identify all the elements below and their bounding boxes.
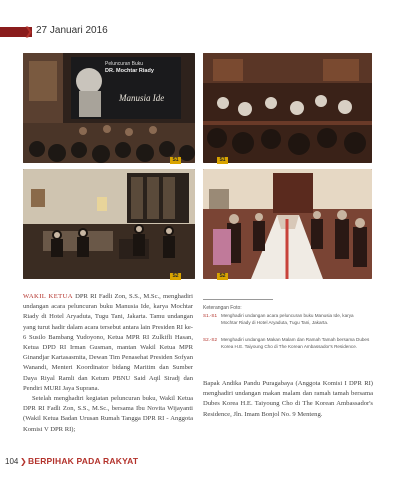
article-paragraph-1: DPR RI Fadli Zon, S.S., M.Sc., menghadiri undangan acara peluncuran buku Manusia Ide, karya Mochtar Riady di Hotel Aryaduta, Tugu Tani, Jakarta. Tamu undangan yang turut hadir dalam acara tersebut antara lain Presiden RI ke-6 Susilo Bambang Yudoyono, Ketua MPR RI Zulkifli Hasan, Ketua DPD RI Irman Gusman, mantan Wakil Ketua MPR Ginandjar Kartasasmita, Dewan Tim Penasehat Presiden Sofyan Wanandi, Menteri Koordinator bidang Maritim dan Sumber Daya Riyal Ramli dan Ketum PBNU Said Aqil Siradj dan Pendiri MURI Jaya Suprana.: [23, 293, 193, 392]
caption-item: [203, 313, 375, 339]
caption-code: S2.-S2: [203, 337, 218, 342]
photo-dinner-table: [203, 169, 372, 279]
article-column-left: [23, 292, 193, 435]
page-date: 27 Januari 2016: [36, 25, 108, 36]
photo-badge: S2: [170, 273, 181, 280]
page-number: 104: [5, 457, 19, 466]
caption-item: [203, 337, 375, 363]
overlay-book-title: Manusia Ide: [119, 93, 165, 103]
photo-residence-sofa: [23, 169, 195, 279]
photo-badge: S1: [217, 157, 228, 164]
article-column-right: Bapak Andika Pandu Puragabaya (Anggota Komisi I DPR RI) menghadiri undangan makan malam dan ramah tamah bersama Dubes Korea H.E. Taiyoung Cho di The Korean Ambassador's Residence, Jln. Imam Bonjol No. 9 Menteng.: [203, 380, 373, 418]
article-paragraph-2: Setelah menghadiri kegiatan peluncuran buku, Wakil Ketua DPR RI Fadli Zon, S.S., M.Sc., bersama Ibu Novita Wijayanti (Wakil Ketua Badan Urusan Rumah Tangga DPR RI - Anggota Komisi V DPR RI);: [23, 395, 193, 433]
overlay-author: DR. Mochtar Riady: [105, 68, 154, 74]
caption-divider: [203, 299, 273, 300]
photo-audience: [203, 53, 372, 163]
chevron-right-icon: ❯: [20, 457, 27, 466]
caption-text: Menghadiri undangan Makan Malam dan Ramah Tamah bersama Dubes Korea H.E. Taiyoung Cho di The Korean Ambassador's Residence.: [221, 337, 370, 349]
publication-title: BERPIHAK PADA RAKYAT: [28, 456, 139, 466]
photo-book-launch-stage: [23, 53, 195, 163]
article-lead: WAKIL KETUA: [23, 293, 73, 300]
caption-title: Keterangan Foto:: [203, 305, 242, 311]
photo-badge: S1: [170, 157, 181, 164]
caption-code: S1.-S1: [203, 313, 218, 318]
caption-text: Menghadiri undangan acara peluncuran buku Manusia Ide, karya Mochtar Riady di Hotel Aryaduta, Tugu Tani, Jakarta.: [221, 313, 354, 325]
photo-badge: S2: [217, 273, 228, 280]
overlay-caption: Peluncuran Buku: [105, 61, 144, 67]
chevron-right-icon: ❯: [24, 25, 34, 38]
